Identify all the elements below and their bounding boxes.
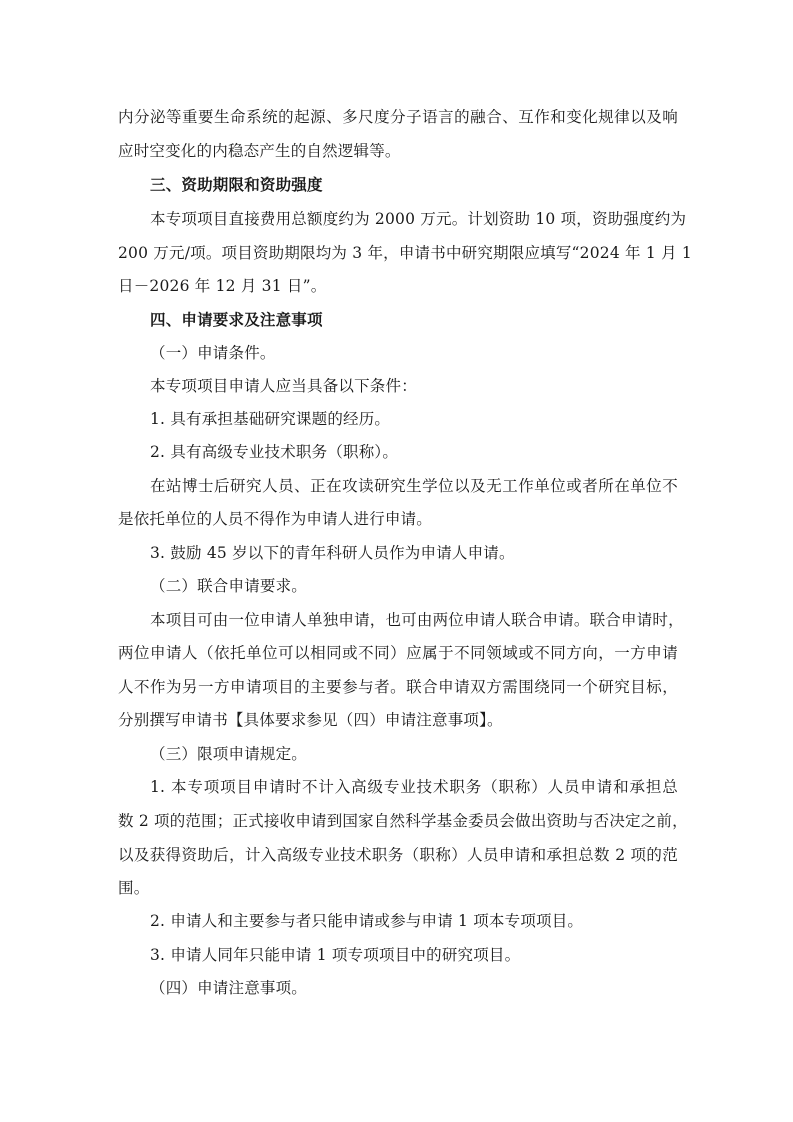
subsection-heading: （三）限项申请规定。 <box>150 745 308 763</box>
paragraph-line: 本专项项目直接费用总额度约为 2000 万元。计划资助 10 项，资助强度约为 <box>150 210 687 228</box>
paragraph-line: 围。 <box>118 879 150 897</box>
paragraph-line: 以及获得资助后，计入高级专业技术职务（职称）人员申请和承担总数 2 项的范 <box>118 846 678 864</box>
paragraph-line: 日－2026 年 12 月 31 日”。 <box>118 277 327 295</box>
paragraph-line: 是依托单位的人员不得作为申请人进行申请。 <box>118 510 433 528</box>
paragraph-line: 在站博士后研究人员、正在攻读研究生学位以及无工作单位或者所在单位不 <box>150 477 678 495</box>
paragraph-line: 两位申请人（依托单位可以相同或不同）应属于不同领域或不同方向，一方申请 <box>118 644 678 662</box>
list-item: 1. 具有承担基础研究课题的经历。 <box>150 410 391 428</box>
list-item: 3. 鼓励 45 岁以下的青年科研人员作为申请人申请。 <box>150 544 515 562</box>
subsection-heading: （四）申请注意事项。 <box>150 979 308 997</box>
list-item: 1. 本专项项目申请时不计入高级专业技术职务（职称）人员申请和承担总 <box>150 778 678 796</box>
list-item: 3. 申请人同年只能申请 1 项专项项目中的研究项目。 <box>150 946 521 964</box>
paragraph-line: 分别撰写申请书【具体要求参见（四）申请注意事项】。 <box>118 711 503 729</box>
paragraph-line: 内分泌等重要生命系统的起源、多尺度分子语言的融合、互作和变化规律以及响 <box>118 108 678 126</box>
paragraph-line: 人不作为另一方申请项目的主要参与者。联合申请双方需围绕同一个研究目标， <box>118 678 678 696</box>
subsection-heading: （二）联合申请要求。 <box>150 577 308 595</box>
section-heading: 三、资助期限和资助强度 <box>150 175 323 194</box>
section-heading: 四、申请要求及注意事项 <box>150 310 323 329</box>
list-item: 2. 申请人和主要参与者只能申请或参与申请 1 项本专项项目。 <box>150 912 584 930</box>
paragraph-line: 200 万元/项。项目资助期限均为 3 年，申请书中研究期限应填写“2024 年 1 月 1 <box>118 244 692 262</box>
paragraph-line: 数 2 项的范围；正式接收申请到国家自然科学基金委员会做出资助与否决定之前， <box>118 812 688 830</box>
paragraph-line: 本专项项目申请人应当具备以下条件： <box>150 377 417 395</box>
list-item: 2. 具有高级专业技术职务（职称）。 <box>150 443 399 461</box>
paragraph-line: 应时空变化的内稳态产生的自然逻辑等。 <box>118 142 401 160</box>
paragraph-line: 本项目可由一位申请人单独申请，也可由两位申请人联合申请。联合申请时， <box>150 611 684 629</box>
subsection-heading: （一）申请条件。 <box>150 344 276 362</box>
